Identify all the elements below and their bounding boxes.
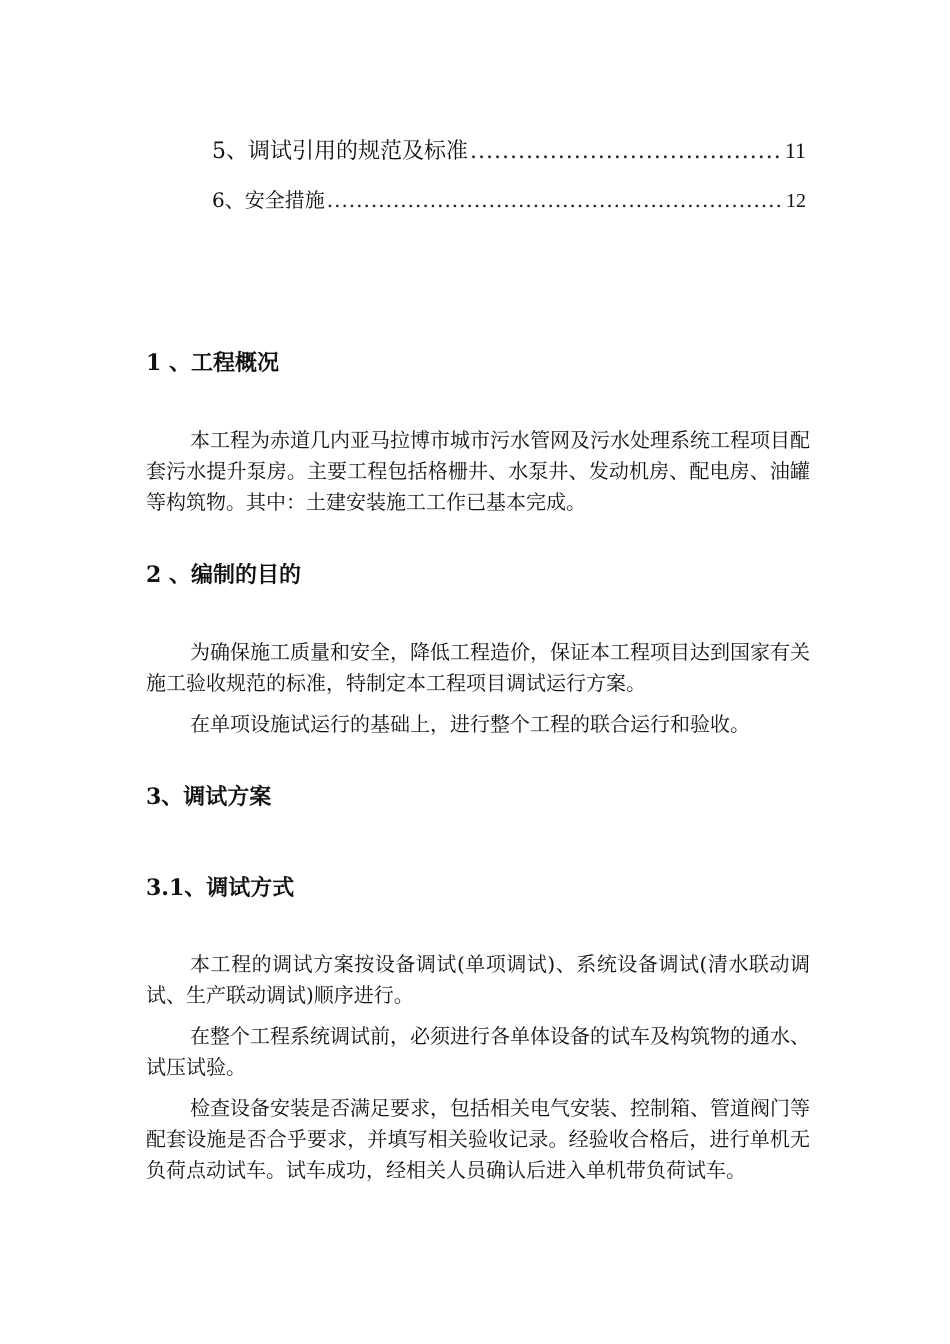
section-paragraph: 本工程的调试方案按设备调试(单项调试)、系统设备调试(清水联动调试、生产联动调试)顺序进行。	[146, 952, 810, 1007]
subsection-heading: 3.1、调试方式	[146, 875, 295, 901]
toc-leader-dots	[327, 188, 784, 212]
toc-entry-label: 5、调试引用的规范及标准	[212, 139, 468, 164]
section-paragraph: 为确保施工质量和安全，降低工程造价，保证本工程项目达到国家有关施工验收规范的标准，特制定本工程项目调试运行方案。	[146, 640, 810, 695]
section-paragraph: 在单项设施试运行的基础上，进行整个工程的联合运行和验收。	[190, 712, 750, 736]
toc-entry[interactable]	[212, 184, 806, 213]
section-heading: 2 、编制的目的	[146, 562, 301, 588]
toc-page-number: 12	[786, 190, 806, 212]
section-paragraph: 本工程为赤道几内亚马拉博市城市污水管网及污水处理系统工程项目配套污水提升泵房。主要工程包括格栅井、水泵井、发动机房、配电房、油罐等构筑物。其中：土建安装施工工作已基本完成。	[146, 428, 810, 514]
toc-entry-label: 6、安全措施	[212, 188, 325, 212]
toc-leader-dots	[470, 139, 783, 164]
section-heading: 3、调试方案	[146, 784, 272, 810]
section-heading: 1 、工程概况	[146, 350, 279, 376]
toc-entry[interactable]	[212, 134, 806, 165]
toc-page-number: 11	[784, 138, 806, 163]
section-paragraph: 在整个工程系统调试前，必须进行各单体设备的试车及构筑物的通水、试压试验。	[146, 1024, 810, 1079]
section-paragraph: 检查设备安装是否满足要求，包括相关电气安装、控制箱、管道阀门等配套设施是否合乎要求，并填写相关验收记录。经验收合格后，进行单机无负荷点动试车。试车成功，经相关人员确认后进入单机带负荷试车。	[146, 1096, 810, 1182]
